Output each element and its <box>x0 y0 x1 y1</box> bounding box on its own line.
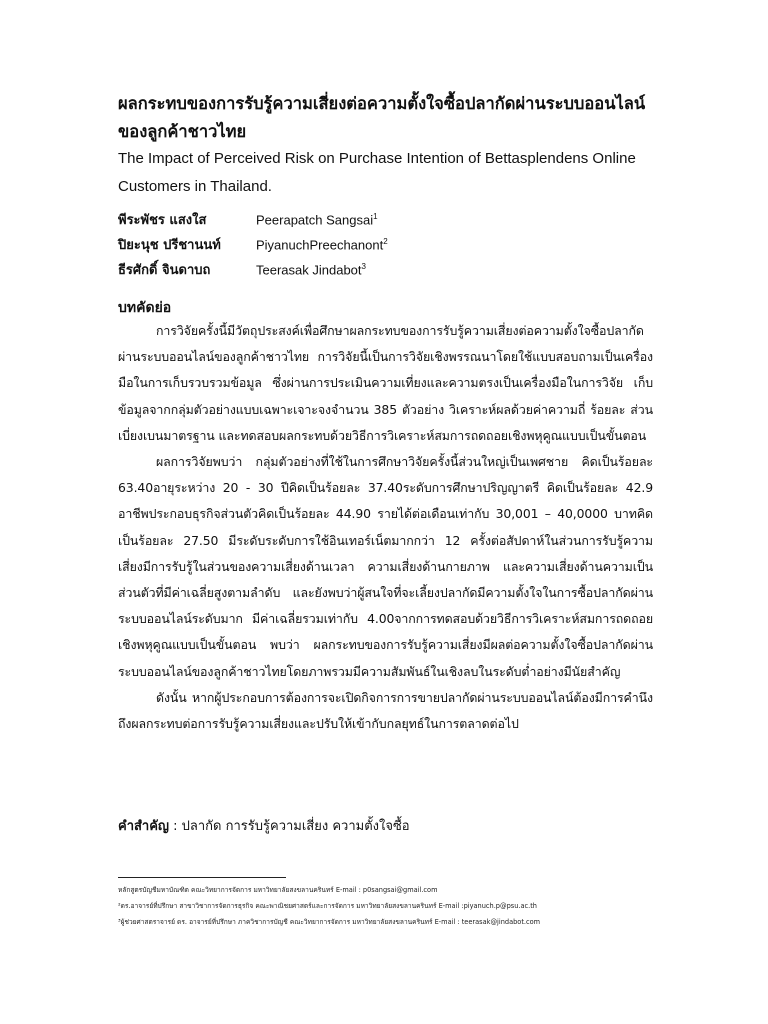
author-name-english-text: Teerasak Jindabot <box>256 262 362 278</box>
author-footnote-mark: 3 <box>361 261 366 271</box>
footnotes <box>118 882 678 930</box>
title-thai <box>118 90 678 146</box>
author-name-english <box>256 237 388 252</box>
author-name-english-text: PiyanuchPreechanont <box>256 237 384 253</box>
abstract-paragraph: การวิจัยครั้งนี้มีวัตถุประสงค์เพื่อศึกษาผลกระทบของการรับรู้ความเสี่ยงต่อความตั้งใจซื้อปลากัดผ่านระบบออนไลน์ของลูกค้าชาวไทย การวิจัยนี้เป็นการวิจัยเชิงพรรณนาโดยใช้แบบสอบถามเป็นเครื่องมือในการเก็บรวบรวมข้อมูล ซึ่งผ่านการประเมินความเที่ยงและความตรงเป็นเครื่องมือในการวิจัย เก็บข้อมูลจากกลุ่มตัวอย่างแบบเฉพาะเจาะจงจำนวน 385 ตัวอย่าง วิเคราะห์ผลด้วยค่าความถี่ ร้อยละ ส่วนเบี่ยงเบนมาตรฐาน และทดสอบผลกระทบด้วยวิธีการวิเคราะห์สมการถดถอยเชิงพหุคูณแบบเป็นขั้นตอน <box>118 323 653 443</box>
author-name-english-text: Peerapatch Sangsai <box>256 212 374 228</box>
title-english-line: Customers in Thailand. <box>118 178 272 195</box>
title-thai-line: ของลูกค้าชาวไทย <box>118 122 247 141</box>
abstract-body <box>118 318 653 737</box>
footnote: ³ผู้ช่วยศาสตราจารย์ ดร. อาจารย์ที่ปรึกษา ภาควิชาการบัญชี คณะวิทยาการจัดการ มหาวิทยาลัยสงขลานครินทร์ E-mail : teerasak@jindabot.com <box>118 918 541 926</box>
abstract-paragraph: ดังนั้น หากผู้ประกอบการต้องการจะเปิดกิจการการขายปลากัดผ่านระบบออนไลน์ต้องมีการคำนึงถึงผลกระทบต่อการรับรู้ความเสี่ยงและปรับให้เข้ากับกลยุทธ์ในการตลาดต่อไป <box>118 689 653 732</box>
author-name-thai: ธีรศักดิ์ จินดาบถ <box>118 263 211 278</box>
footnote: หลักสูตรบัญชีมหาบัณฑิต คณะวิทยาการจัดการ มหาวิทยาลัยสงขลานครินทร์ E-mail : p0sangsai@gmail.com <box>118 886 438 894</box>
author-row <box>118 257 638 282</box>
title-english-line: The Impact of Perceived Risk on Purchase Intention of Bettasplendens Online <box>118 150 636 167</box>
author-name-english <box>256 212 378 227</box>
author-row <box>118 207 638 232</box>
footnote-divider <box>118 877 286 878</box>
author-footnote-mark: 1 <box>373 211 378 221</box>
title-thai-line: ผลกระทบของการรับรู้ความเสี่ยงต่อความตั้งใจซื้อปลากัดผ่านระบบออนไลน์ <box>118 94 646 113</box>
footnote: ²ดร.อาจารย์ที่ปรึกษา สาขาวิชาการจัดการธุรกิจ คณะพาณิชยศาสตร์และการจัดการ มหาวิทยาลัยสงขลานครินทร์ E-mail :piyanuch.p@psu.ac.th <box>118 902 537 910</box>
author-list <box>118 207 638 282</box>
keywords <box>118 815 410 836</box>
title-english <box>118 145 678 201</box>
keywords-text: : ปลากัด การรับรู้ความเสี่ยง ความตั้งใจซื้อ <box>169 819 410 834</box>
author-footnote-mark: 2 <box>383 236 388 246</box>
keywords-label: คำสำคัญ <box>118 819 170 834</box>
author-name-thai: พีระพัชร แสงใส <box>118 213 207 228</box>
abstract-heading: บทคัดย่อ <box>118 300 172 316</box>
author-name-thai: ปิยะนุช ปรีชานนท์ <box>118 238 221 253</box>
abstract-paragraph: ผลการวิจัยพบว่า กลุ่มตัวอย่างที่ใช้ในการศึกษาวิจัยครั้งนี้ส่วนใหญ่เป็นเพศชาย คิดเป็นร้อยละ 63.40อายุระหว่าง 20 - 30 ปีคิดเป็นร้อยละ 37.40ระดับการศึกษาปริญญาตรี คิดเป็นร้อยละ 42.9 อาชีพประกอบธุรกิจส่วนตัวคิดเป็นร้อยละ 44.90 รายได้ต่อเดือนเท่ากับ 30,001 – 40,0000 บาทคิดเป็นร้อยละ 27.50 มีระดับระดับการใช้อินเทอร์เน็ตมากกว่า 12 ครั้งต่อสัปดาห์ในส่วนการรับรู้ความเสี่ยงมีการรับรู้ในส่วนของความเสี่ยงด้านเวลา ความเสี่ยงด้านกายภาพ และความเสี่ยงด้านความเป็นส่วนตัวที่มีค่าเฉลี่ยสูงตามลำดับ และยังพบว่าผู้สนใจที่จะเลี้ยงปลากัดมีความตั้งใจในการซื้อปลากัดผ่านระบบออนไลน์ระดับมาก มีค่าเฉลี่ยรวมเท่ากับ 4.00จากการทดสอบด้วยวิธีการวิเคราะห์สมการถดถอยเชิงพหุคูณแบบเป็นขั้นตอน พบว่า ผลกระทบของการรับรู้ความเสี่ยงมีผลต่อความตั้งใจซื้อปลากัดผ่านระบบออนไลน์ของลูกค้าชาวไทยโดยภาพรวมมีความสัมพันธ์ในเชิงลบในระดับต่ำอย่างมีนัยสำคัญ <box>118 454 653 679</box>
author-row <box>118 232 638 257</box>
author-name-english <box>256 262 366 277</box>
